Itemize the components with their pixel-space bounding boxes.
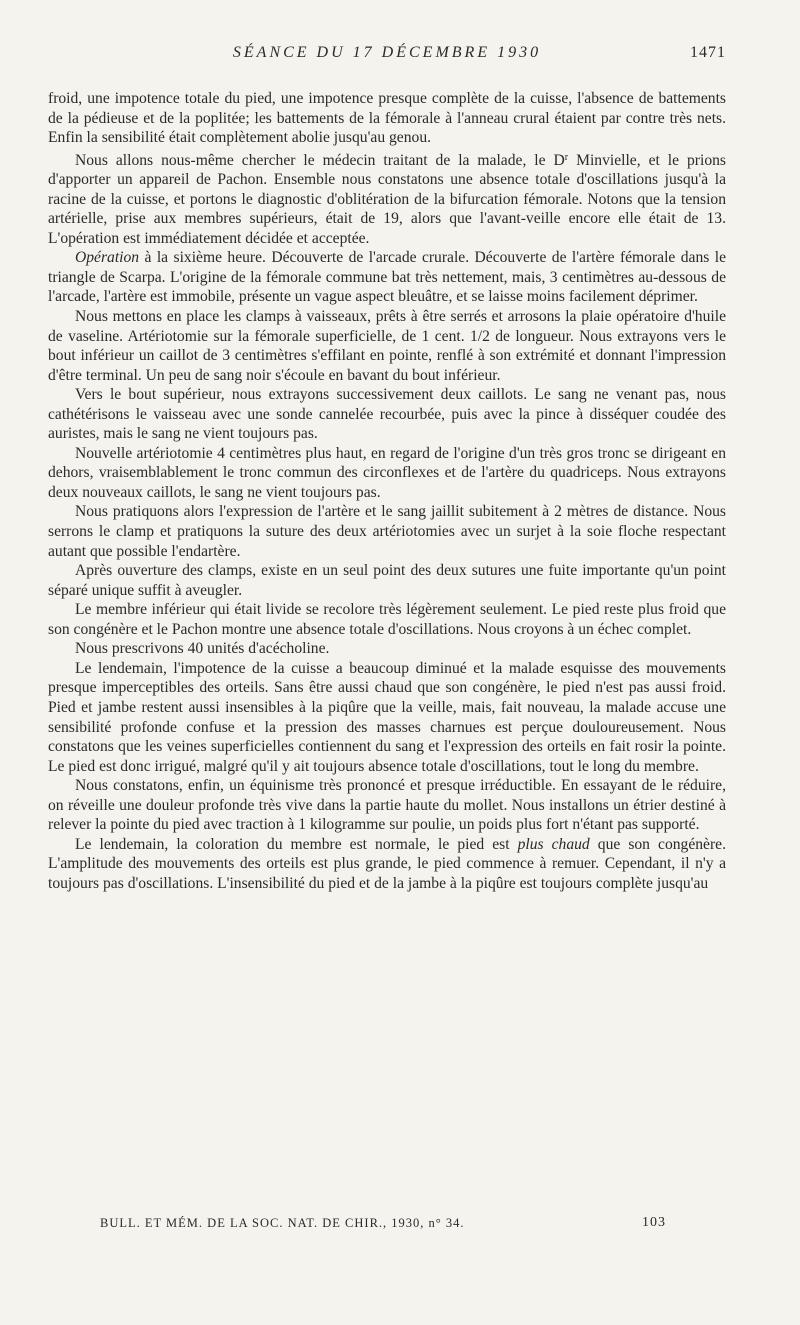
paragraph	[48, 659, 726, 776]
paragraph-text: que son congénère. L'amplitude des mouvements des orteils est plus grande, le pied commence à remuer. Cependant, il n'y a toujours pas d'oscillations. L'insensibilité du pied et de la jambe à la piqûre est toujours complète jusqu'au	[48, 835, 726, 892]
paragraph	[48, 248, 726, 307]
paragraph	[48, 89, 726, 148]
paragraph-text: Nous mettons en place les clamps à vaisseaux, prêts à être serrés et arrosons la plaie opératoire d'huile de vaseline. Artériotomie sur la fémorale superficielle, de 1 cent. 1/2 de longueur. Nous extrayons vers le bout inférieur un caillot de 3 centimètres s'effilant en pointe, renflé à son extrémité et donnant l'impression d'être terminal. Un peu de sang noir s'écoule en bavant du bout inférieur.	[48, 308, 726, 384]
paragraph-text: Le lendemain, l'impotence de la cuisse a beaucoup diminué et la malade esquisse des mouvements presque imperceptibles des orteils. Sans être aussi chaud que son congénère, le pied n'est pas aussi froid. Pied et jambe restent aussi insensibles à la piqûre que la veille, mais, fait nouveau, la malade accuse une sensibilité profonde confuse et la pression des masses charnues est perçue douloureusement. Nous constatons que les veines superficielles contiennent du sang et l'expression des orteils en fait rosir la pointe. Le pied est donc irrigué, malgré qu'il y ait toujours absence totale d'oscillations, tout le long du membre.	[48, 659, 726, 775]
paragraph-text: Nous pratiquons alors l'expression de l'artère et le sang jaillit subitement à 2 mètres de distance. Nous serrons le clamp et pratiquons la suture des deux artériotomies avec un surjet à la soie floche respectant autant que possible l'endartère.	[48, 503, 726, 560]
paragraph-text: Nous allons nous-même chercher le médecin traitant de la malade, le D	[75, 151, 565, 169]
paragraph	[48, 148, 726, 249]
journal-reference: BULL. ET MÉM. DE LA SOC. NAT. DE CHIR., 1930, n° 34.	[100, 1216, 465, 1230]
paragraph	[48, 835, 726, 894]
paragraph	[48, 444, 726, 503]
paragraph-text: Minvielle, et le prions d'apporter un appareil de Pachon. Ensemble nous constatons une absence totale d'oscillations jusqu'à la racine de la cuisse, et portons le diagnostic d'oblitération de la bifurcation fémorale. Notons que la tension artérielle, prise aux membres supérieurs, était de 19, alors que l'avant-veille encore elle était de 13. L'opération est immédiatement décidée et acceptée.	[48, 151, 726, 247]
paragraph-text: Vers le bout supérieur, nous extrayons successivement deux caillots. Le sang ne venant pas, nous cathétérisons le vaisseau avec une sonde cannelée recourbée, puis avec la pince à disséquer coudée des auristes, mais le sang ne vient toujours pas.	[48, 386, 726, 443]
paragraph-text: Nouvelle artériotomie 4 centimètres plus haut, en regard de l'origine d'un très gros tronc se dirigeant en dehors, vraisemblablement le tronc commun des circonflexes et de l'artère du quadriceps. Nous extrayons deux nouveaux caillots, le sang ne vient toujours pas.	[48, 444, 726, 501]
italic-phrase: plus chaud	[517, 835, 590, 853]
header-title: SÉANCE DU 17 DÉCEMBRE 1930	[232, 44, 542, 61]
paragraph	[48, 502, 726, 561]
page-number: 1471	[690, 44, 726, 61]
paragraph-text: Nous prescrivons 40 unités d'acécholine.	[75, 640, 330, 658]
paragraph-text: froid, une impotence totale du pied, une impotence presque complète de la cuisse, l'absence de battements de la pédieuse et de la poplitée; les battements de la fémorale à l'anneau crural étaient par contre très nets. Enfin la sensibilité était complètement abolie jusqu'au genou.	[48, 90, 726, 147]
paragraph-text: à la sixième heure. Découverte de l'arcade crurale. Découverte de l'artère fémorale dans le triangle de Scarpa. L'origine de la fémorale commune bat très nettement, mais, 3 centimètres au-dessous de l'arcade, l'artère est immobile, présente un vague aspect bleuâtre, et se laisse moins facilement déprimer.	[48, 249, 726, 306]
paragraph-text: Nous constatons, enfin, un équinisme très prononcé et presque irréductible. En essayant de le réduire, on réveille une douleur profonde très vive dans la partie haute du mollet. Nous installons un étrier destiné à relever la pointe du pied avec traction à 1 kilogramme sur poulie, un poids plus fort n'étant pas supporté.	[48, 777, 726, 834]
sheet-number: 103	[642, 1215, 666, 1230]
paragraph	[48, 561, 726, 600]
paragraph-text: Le membre inférieur qui était livide se recolore très légèrement seulement. Le pied reste plus froid que son congénère et le Pachon montre une absence totale d'oscillations. Nous croyons à un échec complet.	[48, 601, 726, 638]
paragraph	[48, 776, 726, 835]
paragraph-text: Après ouverture des clamps, existe en un seul point des deux sutures une fuite importante qu'un point séparé unique suffit à aveugler.	[48, 562, 726, 599]
paragraph	[48, 385, 726, 444]
paragraph	[48, 639, 726, 659]
paragraph	[48, 600, 726, 639]
italic-lead: Opération	[75, 249, 140, 267]
paragraph-text: Le lendemain, la coloration du membre est normale, le pied est	[75, 835, 518, 853]
running-header	[48, 44, 726, 70]
superscript: r	[564, 151, 569, 163]
paragraph	[48, 307, 726, 385]
body-text	[48, 89, 726, 893]
